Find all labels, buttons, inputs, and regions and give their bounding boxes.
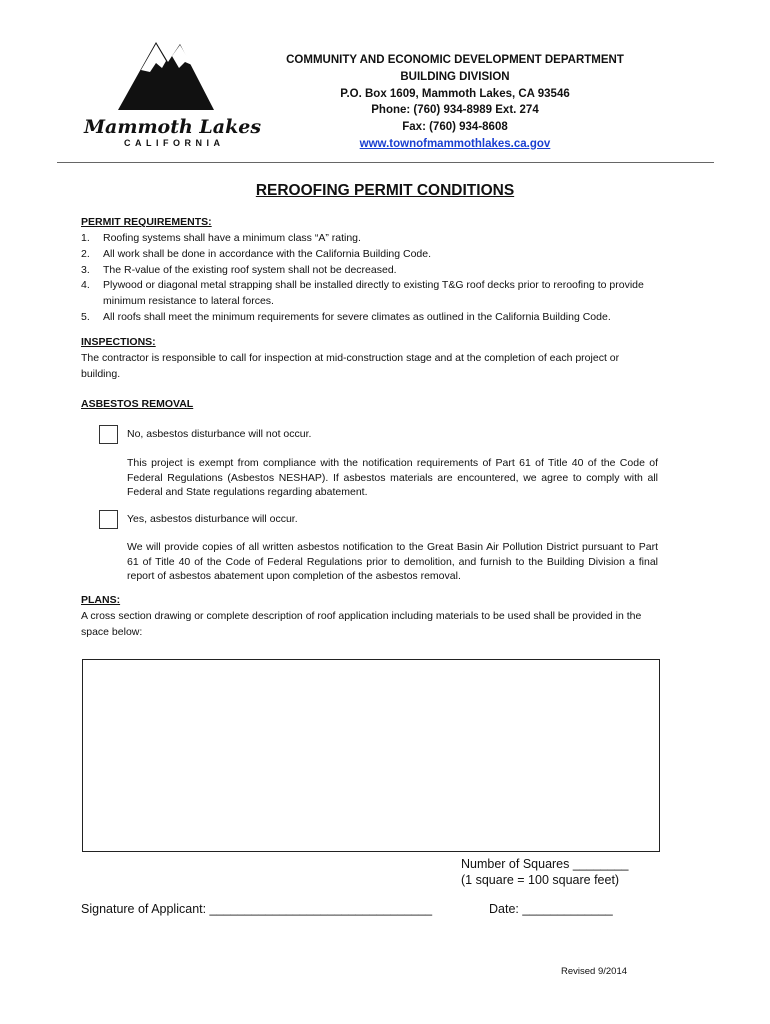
revision-date: Revised 9/2014 bbox=[561, 966, 628, 977]
signature-field[interactable]: Signature of Applicant: ________________________________ bbox=[81, 902, 433, 916]
address: P.O. Box 1609, Mammoth Lakes, CA 93546 bbox=[340, 87, 570, 100]
asbestos-no-detail: This project is exempt from compliance with the notification requirements of Part 61 of Title 40 of the Code of Federal Regulations (Asbestos NESHAP). If asbestos materials are encountered, we agree to comply with all Federal and State regulations regarding abatement. bbox=[127, 457, 658, 498]
logo-wordmark: Mammoth Lakes bbox=[84, 116, 262, 138]
asbestos-yes-checkbox[interactable] bbox=[99, 510, 118, 529]
date-field[interactable]: Date: _____________ bbox=[489, 902, 613, 916]
asbestos-yes-detail: We will provide copies of all written asbestos notification to the Great Basin Air Pollution District pursuant to Part 61 of Title 40 of the Code of Federal Regulations prior to demolition, and furnish to the Building Division a final report of asbestos abatement upon completion of the asbestos removal. bbox=[127, 541, 658, 582]
asbestos-no-checkbox[interactable] bbox=[99, 425, 118, 444]
town-logo bbox=[70, 28, 260, 153]
squares-note: (1 square = 100 square feet) bbox=[461, 873, 620, 887]
asbestos-yes-label: Yes, asbestos disturbance will occur. bbox=[127, 513, 298, 525]
department-name: COMMUNITY AND ECONOMIC DEVELOPMENT DEPARTMENT bbox=[286, 54, 624, 66]
plans-drawing-area[interactable] bbox=[82, 659, 660, 852]
asbestos-heading: ASBESTOS REMOVAL bbox=[81, 398, 194, 410]
list-item: 1. Roofing systems shall have a minimum class “A” rating. bbox=[81, 232, 361, 244]
mountain-logo-icon bbox=[70, 28, 260, 118]
fax: Fax: (760) 934-8608 bbox=[402, 121, 508, 134]
number-of-squares-field[interactable]: Number of Squares ________ bbox=[461, 857, 629, 871]
permit-requirements-heading: PERMIT REQUIREMENTS: bbox=[81, 216, 212, 228]
phone: Phone: (760) 934-8989 Ext. 274 bbox=[371, 104, 539, 117]
inspections-text: The contractor is responsible to call for inspection at mid-construction stage and at the completion of each project or building. bbox=[81, 352, 620, 380]
list-item: 3. The R-value of the existing roof system shall not be decreased. bbox=[81, 263, 397, 276]
logo-state: CALIFORNIA bbox=[124, 138, 225, 148]
list-item: 2. All work shall be done in accordance with the California Building Code. bbox=[81, 247, 432, 260]
page-title: REROOFING PERMIT CONDITIONS bbox=[255, 182, 515, 199]
header-divider bbox=[57, 162, 714, 163]
inspections-heading: INSPECTIONS: bbox=[81, 336, 156, 348]
website-link[interactable]: www.townofmammothlakes.ca.gov bbox=[359, 137, 551, 150]
list-item: 4. Plywood or diagonal metal strapping shall be installed directly to existing T&G roof decks prior to reroofing to provide minimum resistance to lateral forces. bbox=[81, 279, 644, 308]
asbestos-no-label: No, asbestos disturbance will not occur. bbox=[127, 428, 312, 440]
department-header bbox=[255, 52, 655, 153]
list-item: 5. All roofs shall meet the minimum requirements for severe climates as outlined in the California Building Code. bbox=[81, 310, 611, 323]
plans-heading: PLANS: bbox=[81, 594, 121, 606]
permit-requirements-list bbox=[81, 231, 681, 326]
division-name: BUILDING DIVISION bbox=[400, 70, 510, 83]
plans-text: A cross section drawing or complete description of roof application including materials to be used shall be provided in the space below: bbox=[81, 610, 642, 638]
